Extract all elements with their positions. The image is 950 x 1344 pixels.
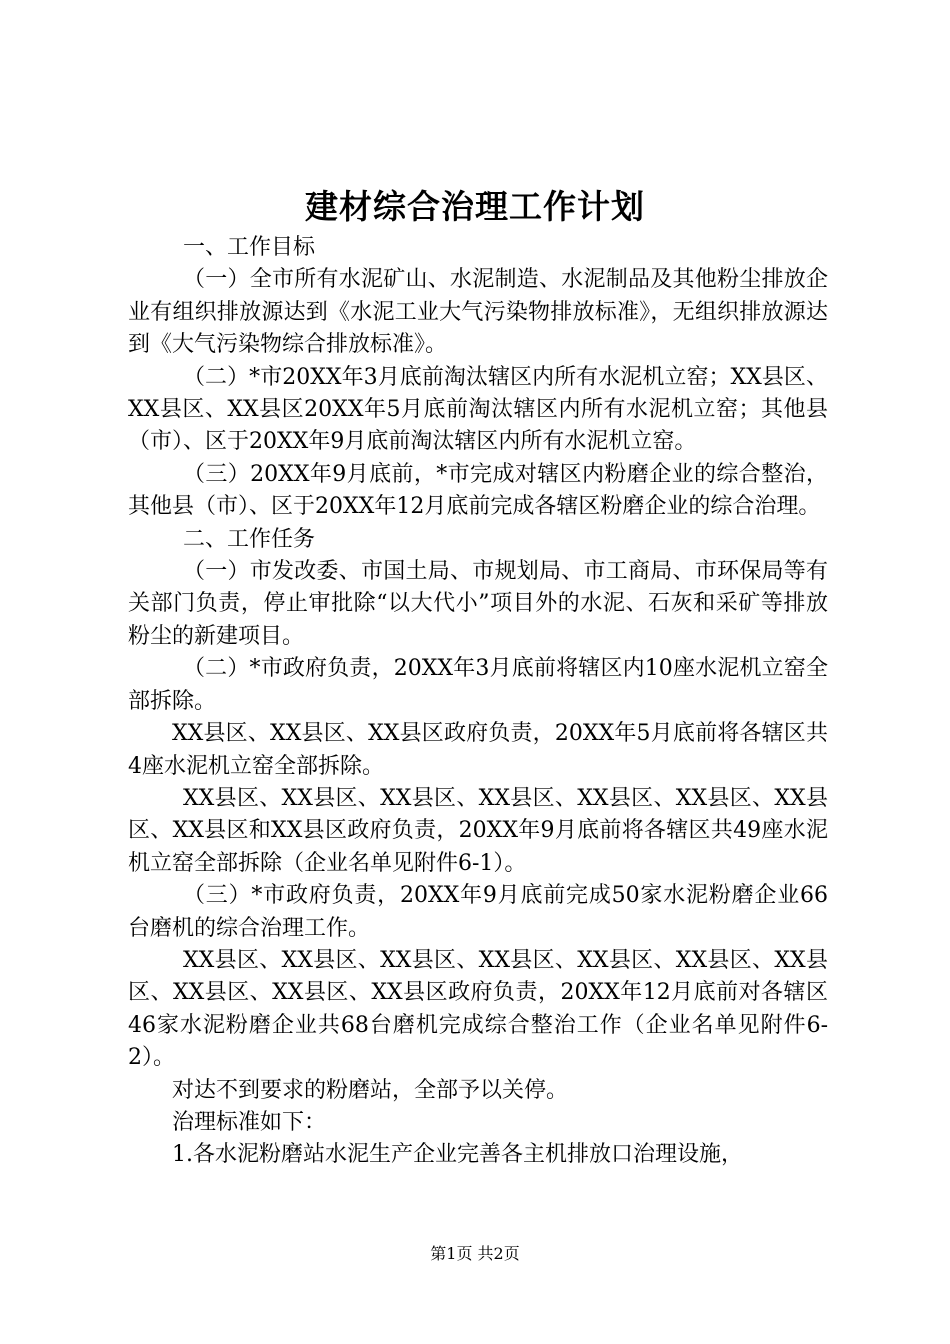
paragraph: （三）20XX年9月底前，*市完成对辖区内粉磨企业的综合整治，其他县（市）、区于20XX年12月底前完成各辖区粉磨企业的综合治理。 — [128, 461, 828, 520]
paragraph: （三）*市政府负责，20XX年9月底前完成50家水泥粉磨企业66台磨机的综合治理工作。 — [128, 883, 828, 941]
section-heading: 二、工作任务 — [183, 526, 316, 552]
page-footer: 第1页 共2页 — [430, 1244, 520, 1263]
paragraph: （一）全市所有水泥矿山、水泥制造、水泥制品及其他粉尘排放企业有组织排放源达到《水泥工业大气污染物排放标准》，无组织排放源达到《大气污染物综合排放标准》。 — [128, 267, 828, 358]
paragraph: （一）市发改委、市国土局、市规划局、市工商局、市环保局等有关部门负责，停止审批除“以大代小”项目外的水泥、石灰和采矿等排放粉尘的新建项目。 — [128, 559, 828, 649]
section-heading: 一、工作目标 — [183, 235, 316, 260]
document-body — [128, 232, 828, 1172]
paragraph: XX县区、XX县区、XX县区、XX县区、XX县区、XX县区、XX县区、XX县区和XX县区政府负责，20XX年9月底前将各辖区共49座水泥机立窑全部拆除（企业名单见附件6-1）。 — [128, 785, 828, 876]
document-title: 建材综合治理工作计划 — [305, 187, 645, 226]
paragraph: 1.各水泥粉磨站水泥生产企业完善各主机排放口治理设施， — [172, 1142, 743, 1168]
paragraph: 治理标准如下： — [172, 1109, 327, 1135]
paragraph: （二）*市政府负责，20XX年3月底前将辖区内10座水泥机立窑全部拆除。 — [128, 656, 828, 714]
paragraph: 对达不到要求的粉磨站，全部予以关停。 — [172, 1077, 569, 1103]
paragraph: （二）*市20XX年3月底前淘汰辖区内所有水泥机立窑；XX县区、XX县区、XX县区20XX年5月底前淘汰辖区内所有水泥机立窑；其他县（市）、区于20XX年9月底前淘汰辖区内所有水泥机立窑。 — [128, 364, 828, 455]
paragraph: XX县区、XX县区、XX县区、XX县区、XX县区、XX县区、XX县区、XX县区、XX县区、XX县区政府负责，20XX年12月底前对各辖区46家水泥粉磨企业共68台磨机完成综合整治工作（企业名单见附件6-2）。 — [128, 947, 828, 1071]
paragraph: XX县区、XX县区、XX县区政府负责，20XX年5月底前将各辖区共4座水泥机立窑全部拆除。 — [128, 721, 828, 779]
